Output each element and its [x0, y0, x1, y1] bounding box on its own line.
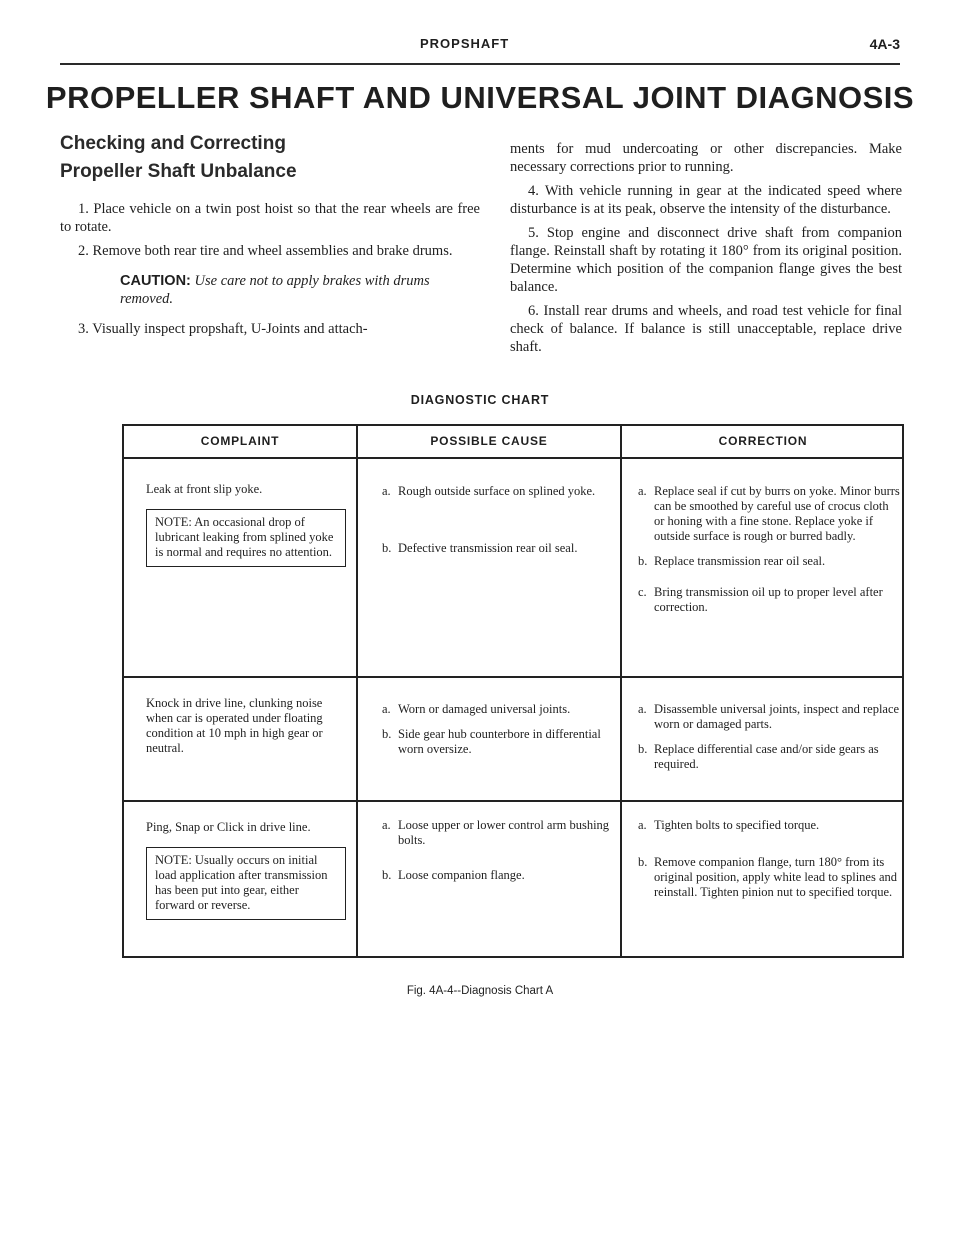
cause-cell [382, 818, 612, 893]
complaint-text: Knock in drive line, clunking noise when car is operated under floating condition at 10 mph in high gear or neutral. [146, 696, 323, 755]
step-4: 4. With vehicle running in gear at the indicated speed where disturbance is at its peak, observe the intensity of the disturbance. [510, 183, 902, 217]
figure-caption: Fig. 4A-4--Diagnosis Chart A [406, 985, 554, 997]
step-6: 6. Install rear drums and wheels, and road test vehicle for final check of balance. If balance is still unacceptable, replace drive shaft. [510, 303, 902, 355]
correction-text: Replace transmission rear oil seal. [654, 554, 826, 568]
correction-item [638, 818, 900, 833]
cause-item [382, 541, 612, 556]
header-rule [60, 63, 900, 65]
complaint-cell [146, 696, 336, 756]
cause-item [382, 484, 612, 499]
cause-cell [382, 484, 612, 566]
correction-item [638, 702, 900, 732]
column-header-correction: CORRECTION [718, 434, 808, 448]
cause-text: Rough outside surface on splined yoke. [398, 484, 596, 498]
correction-cell [638, 818, 900, 910]
column-divider-2 [620, 426, 622, 956]
running-head-title: PROPSHAFT [420, 36, 510, 51]
column-header-complaint: COMPLAINT [200, 434, 280, 448]
page-title: PROPELLER SHAFT AND UNIVERSAL JOINT DIAGNOSIS [45, 80, 915, 115]
cause-text: Loose companion flange. [398, 868, 525, 882]
chart-title: DIAGNOSTIC CHART [410, 393, 550, 407]
cause-item [382, 702, 612, 717]
cause-letter: a. [382, 484, 391, 498]
correction-text: Disassemble universal joints, inspect and replace worn or damaged parts. [654, 702, 900, 731]
correction-cell [638, 484, 900, 625]
header-divider [124, 457, 902, 459]
correction-text: Replace differential case and/or side gears as required. [654, 742, 879, 771]
column-header-cause: POSSIBLE CAUSE [430, 434, 548, 448]
caution-label: CAUTION: [120, 273, 191, 289]
cause-item [382, 727, 612, 757]
cause-text: Defective transmission rear oil seal. [398, 541, 578, 555]
row-divider-2 [124, 800, 902, 802]
correction-cell [638, 702, 900, 782]
section-heading-line2: Propeller Shaft Unbalance [60, 161, 297, 182]
correction-text: Bring transmission oil up to proper level after correction. [654, 585, 883, 614]
correction-letter: a. [638, 818, 647, 832]
page-number: 4A-3 [869, 36, 900, 52]
complaint-cell [146, 482, 346, 567]
cause-text: Loose upper or lower control arm bushing bolts. [398, 818, 610, 847]
correction-item [638, 742, 900, 772]
correction-letter: b. [638, 554, 648, 568]
correction-item [638, 585, 900, 615]
correction-letter: a. [638, 702, 647, 716]
section-heading-line1: Checking and Correcting [60, 133, 286, 154]
cause-item [382, 868, 612, 883]
running-head [120, 36, 900, 56]
correction-letter: a. [638, 484, 647, 498]
left-column [60, 130, 480, 344]
correction-text: Remove companion flange, turn 180° from its original position, apply white lead to splines and reinstall. Tighten pinion nut to specified torque. [654, 855, 898, 899]
correction-text: Tighten bolts to specified torque. [654, 818, 820, 832]
right-column [510, 140, 902, 362]
step-2: 2. Remove both rear tire and wheel assemblies and brake drums. [78, 243, 453, 259]
step-5: 5. Stop engine and disconnect drive shaft from companion flange. Reinstall shaft by rotating it 180° from its original position. Determine which position of the companion flange gives the best balance. [510, 225, 902, 295]
cause-letter: a. [382, 818, 391, 832]
cause-text: Side gear hub counterbore in differential worn oversize. [398, 727, 601, 756]
complaint-cell [146, 820, 346, 920]
correction-letter: c. [638, 585, 647, 599]
correction-item [638, 484, 900, 544]
step-3: 3. Visually inspect propshaft, U-Joints and attach- [78, 321, 368, 337]
cause-text: Worn or damaged universal joints. [398, 702, 571, 716]
cause-cell [382, 702, 612, 767]
correction-item [638, 855, 900, 900]
correction-letter: b. [638, 742, 648, 756]
step-1: 1. Place vehicle on a twin post hoist so that the rear wheels are free to rotate. [60, 201, 480, 235]
cause-item [382, 818, 612, 848]
caution-note [120, 272, 480, 308]
diagnostic-chart [122, 424, 904, 958]
cause-letter: a. [382, 702, 391, 716]
complaint-text: Ping, Snap or Click in drive line. [146, 820, 311, 834]
complaint-text: Leak at front slip yoke. [146, 482, 263, 496]
cause-letter: b. [382, 868, 392, 882]
cause-letter: b. [382, 727, 392, 741]
complaint-note: NOTE: An occasional drop of lubricant leaking from splined yoke is normal and requires no attention. [146, 509, 346, 567]
caution-text: Use care not to apply brakes with drums removed. [120, 273, 430, 307]
correction-text: Replace seal if cut by burrs on yoke. Minor burrs can be smoothed by careful use of crocus cloth or honing with a fine stone. Replace yoke if outside surface is rough or burred badly. [654, 484, 900, 543]
correction-letter: b. [638, 855, 648, 869]
step-3-continued: ments for mud undercoating or other discrepancies. Make necessary corrections prior to running. [510, 141, 902, 175]
column-divider-1 [356, 426, 358, 956]
cause-letter: b. [382, 541, 392, 555]
row-divider-1 [124, 676, 902, 678]
complaint-note: NOTE: Usually occurs on initial load application after transmission has been put into gear, either forward or reverse. [146, 847, 346, 920]
correction-item [638, 554, 900, 569]
